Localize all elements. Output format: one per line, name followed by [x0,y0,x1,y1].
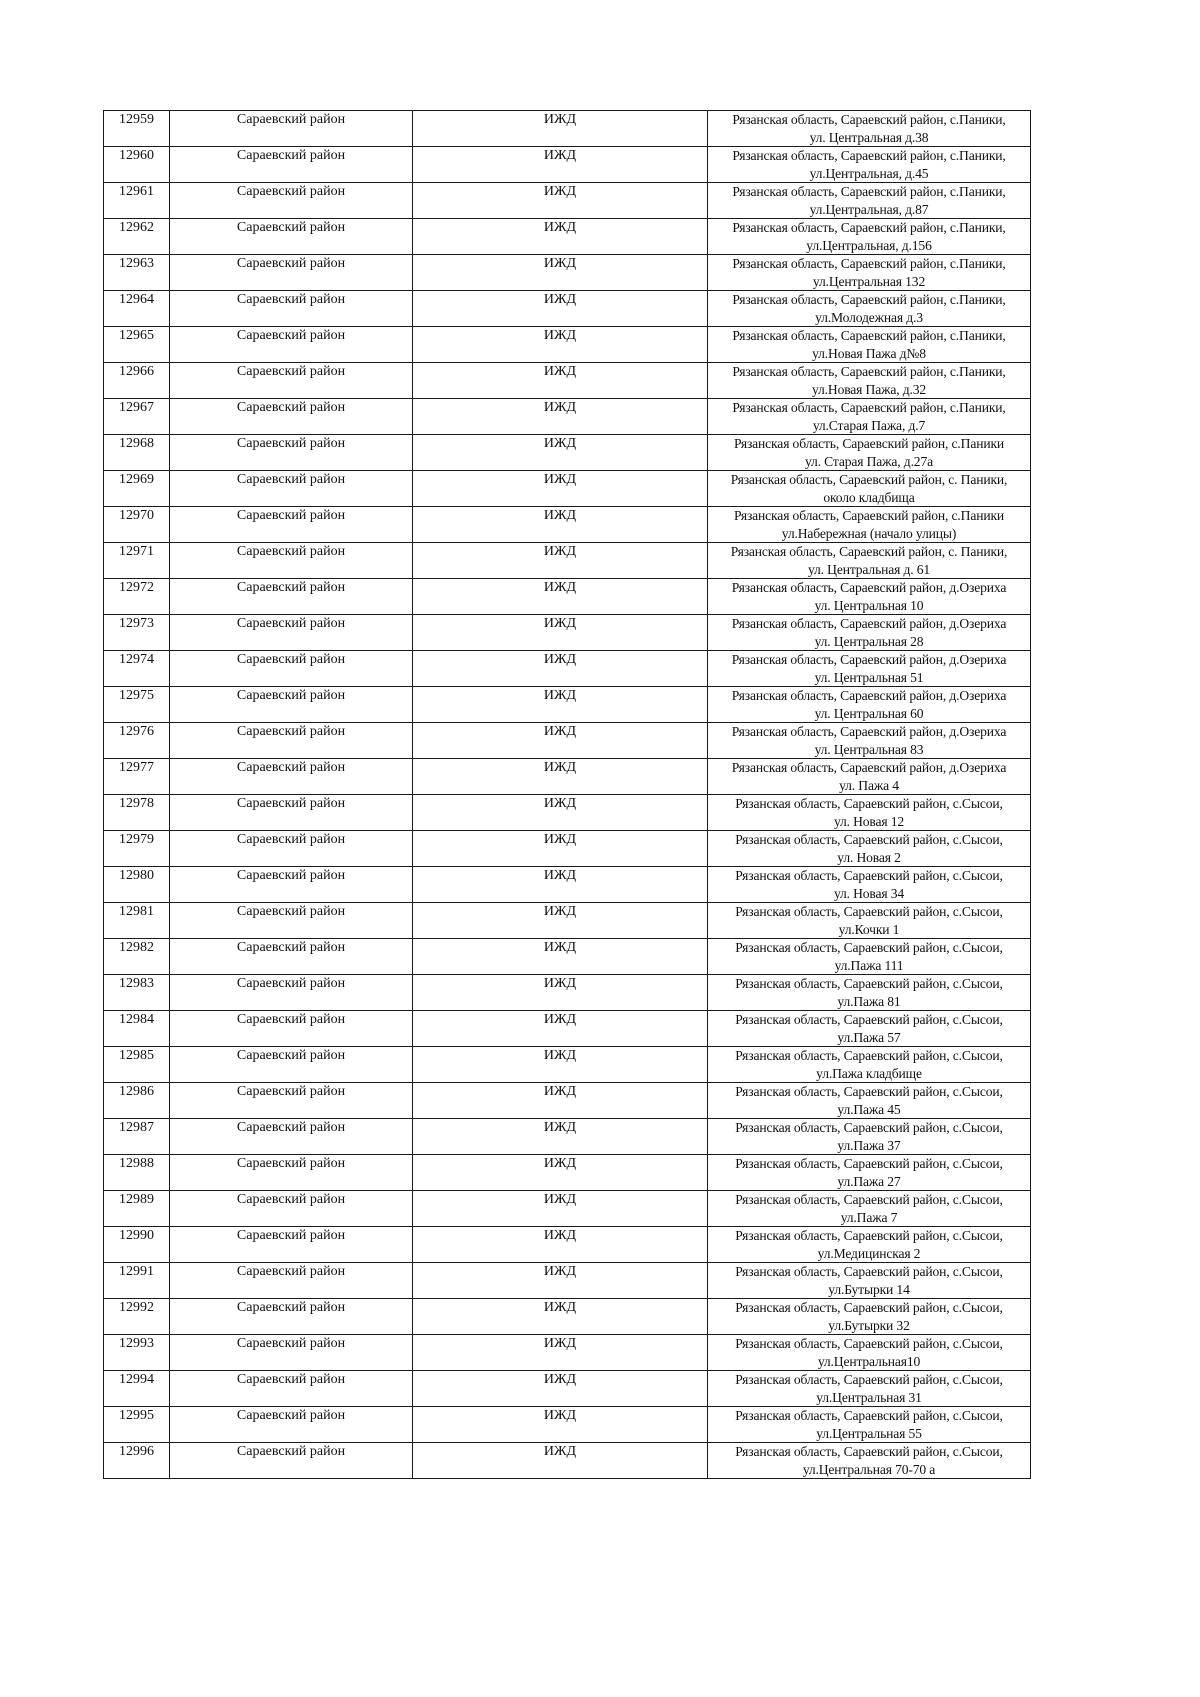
table-row [104,939,1031,975]
address-line-1: Рязанская область, Сараевский район, д.Озериха [731,688,1007,703]
row-number: 12974 [104,651,170,687]
address-cell [708,1083,1031,1119]
address-line-1: Рязанская область, Сараевский район, с.Паники, [732,148,1006,163]
address-line-2: ул.Пажа 111 [834,957,904,973]
row-number: 12963 [104,255,170,291]
table-row [104,1227,1031,1263]
use-type-cell: ИЖД [413,1191,708,1227]
address-line-1: Рязанская область, Сараевский район, с.Сысои, [735,1048,1003,1063]
address-line-1: Рязанская область, Сараевский район, с.Сысои, [735,1156,1003,1171]
use-type-cell: ИЖД [413,183,708,219]
address-cell [708,111,1031,147]
table-row [104,903,1031,939]
district-cell: Сараевский район [170,579,413,615]
district-cell: Сараевский район [170,1047,413,1083]
row-number: 12982 [104,939,170,975]
table-row [104,975,1031,1011]
use-type-cell: ИЖД [413,147,708,183]
address-line-1: Рязанская область, Сараевский район, с.Сысои, [735,1228,1003,1243]
table-row [104,867,1031,903]
address-cell [708,291,1031,327]
land-plot-table [103,110,1031,1479]
address-cell [708,147,1031,183]
use-type-cell: ИЖД [413,1407,708,1443]
row-number: 12986 [104,1083,170,1119]
table-body [104,111,1031,1479]
district-cell: Сараевский район [170,1083,413,1119]
row-number: 12987 [104,1119,170,1155]
table-row [104,507,1031,543]
table-row [104,579,1031,615]
address-line-2: ул.Набережная (начало улицы) [781,525,957,541]
row-number: 12991 [104,1263,170,1299]
table-row [104,723,1031,759]
address-line-1: Рязанская область, Сараевский район, с.Паники, [732,400,1006,415]
address-line-2: около кладбища [823,489,915,505]
row-number: 12981 [104,903,170,939]
use-type-cell: ИЖД [413,831,708,867]
table-row [104,1407,1031,1443]
address-cell [708,579,1031,615]
use-type-cell: ИЖД [413,363,708,399]
row-number: 12972 [104,579,170,615]
row-number: 12976 [104,723,170,759]
table-row [104,219,1031,255]
address-line-1: Рязанская область, Сараевский район, с.Сысои, [735,832,1003,847]
district-cell: Сараевский район [170,939,413,975]
address-cell [708,1299,1031,1335]
address-line-2: ул.Новая Пажа д№8 [812,345,926,361]
address-line-1: Рязанская область, Сараевский район, с. Паники, [730,544,1008,559]
address-cell [708,1443,1031,1479]
address-cell [708,507,1031,543]
use-type-cell: ИЖД [413,579,708,615]
row-number: 12993 [104,1335,170,1371]
address-cell [708,1335,1031,1371]
address-cell [708,1263,1031,1299]
address-line-2: ул. Центральная 60 [814,705,924,721]
address-line-1: Рязанская область, Сараевский район, с.Сысои, [735,904,1003,919]
use-type-cell: ИЖД [413,1083,708,1119]
district-cell: Сараевский район [170,543,413,579]
address-cell [708,939,1031,975]
district-cell: Сараевский район [170,903,413,939]
district-cell: Сараевский район [170,147,413,183]
address-line-2: ул. Центральная д.38 [809,129,929,145]
address-line-1: Рязанская область, Сараевский район, с.Сысои, [735,1372,1003,1387]
use-type-cell: ИЖД [413,435,708,471]
district-cell: Сараевский район [170,327,413,363]
table-row [104,399,1031,435]
address-line-1: Рязанская область, Сараевский район, д.Озериха [731,760,1007,775]
district-cell: Сараевский район [170,615,413,651]
address-line-1: Рязанская область, Сараевский район, с.Паники [733,436,1005,451]
row-number: 12969 [104,471,170,507]
address-cell [708,219,1031,255]
use-type-cell: ИЖД [413,939,708,975]
row-number: 12978 [104,795,170,831]
row-number: 12977 [104,759,170,795]
table-row [104,327,1031,363]
use-type-cell: ИЖД [413,255,708,291]
use-type-cell: ИЖД [413,759,708,795]
address-line-1: Рязанская область, Сараевский район, с.Сысои, [735,1300,1003,1315]
row-number: 12966 [104,363,170,399]
table-row [104,1047,1031,1083]
table-row [104,1299,1031,1335]
district-cell: Сараевский район [170,255,413,291]
address-line-2: ул.Пажа 81 [837,993,901,1009]
address-line-1: Рязанская область, Сараевский район, с.Сысои, [735,1408,1003,1423]
address-line-2: ул.Пажа 45 [837,1101,901,1117]
address-line-1: Рязанская область, Сараевский район, с.Сысои, [735,940,1003,955]
address-line-2: ул.Центральная 70-70 а [802,1461,936,1477]
address-line-2: ул. Центральная 83 [814,741,924,757]
table-row [104,1371,1031,1407]
address-line-1: Рязанская область, Сараевский район, с.Сысои, [735,796,1003,811]
address-line-1: Рязанская область, Сараевский район, с.Сысои, [735,1012,1003,1027]
address-line-1: Рязанская область, Сараевский район, с.Паники, [732,292,1006,307]
table-row [104,651,1031,687]
use-type-cell: ИЖД [413,1155,708,1191]
district-cell: Сараевский район [170,1155,413,1191]
row-number: 12988 [104,1155,170,1191]
address-cell [708,327,1031,363]
use-type-cell: ИЖД [413,687,708,723]
address-cell [708,1371,1031,1407]
table-row [104,1443,1031,1479]
address-cell [708,1047,1031,1083]
district-cell: Сараевский район [170,111,413,147]
district-cell: Сараевский район [170,759,413,795]
address-line-2: ул.Центральная 55 [816,1425,922,1441]
row-number: 12967 [104,399,170,435]
district-cell: Сараевский район [170,1443,413,1479]
table-row [104,543,1031,579]
address-line-1: Рязанская область, Сараевский район, д.Озериха [731,724,1007,739]
district-cell: Сараевский район [170,1011,413,1047]
address-cell [708,687,1031,723]
address-cell [708,183,1031,219]
address-line-1: Рязанская область, Сараевский район, с.Паники, [732,328,1006,343]
use-type-cell: ИЖД [413,975,708,1011]
address-line-2: ул.Кочки 1 [838,921,900,937]
address-line-2: ул. Новая 12 [833,813,905,829]
table-row [104,1263,1031,1299]
use-type-cell: ИЖД [413,291,708,327]
use-type-cell: ИЖД [413,111,708,147]
table-row [104,471,1031,507]
address-line-1: Рязанская область, Сараевский район, с.Сысои, [735,1444,1003,1459]
address-line-1: Рязанская область, Сараевский район, с.Паники, [732,364,1006,379]
address-line-2: ул.Старая Пажа, д.7 [812,417,926,433]
address-cell [708,1011,1031,1047]
district-cell: Сараевский район [170,1335,413,1371]
use-type-cell: ИЖД [413,219,708,255]
address-cell [708,435,1031,471]
use-type-cell: ИЖД [413,903,708,939]
row-number: 12962 [104,219,170,255]
address-line-2: ул.Молодежная д.3 [815,309,923,325]
use-type-cell: ИЖД [413,1299,708,1335]
use-type-cell: ИЖД [413,795,708,831]
address-line-1: Рязанская область, Сараевский район, с.Паники, [732,112,1006,127]
row-number: 12990 [104,1227,170,1263]
row-number: 12994 [104,1371,170,1407]
district-cell: Сараевский район [170,651,413,687]
address-line-1: Рязанская область, Сараевский район, с.Сысои, [735,868,1003,883]
address-line-1: Рязанская область, Сараевский район, с.Сысои, [735,1336,1003,1351]
table-row [104,1119,1031,1155]
address-line-2: ул.Центральная, д.45 [809,165,929,181]
address-line-2: ул. Центральная 28 [814,633,924,649]
address-line-2: ул. Пажа 4 [839,777,899,793]
row-number: 12983 [104,975,170,1011]
district-cell: Сараевский район [170,1119,413,1155]
address-cell [708,1191,1031,1227]
address-cell [708,1155,1031,1191]
address-line-2: ул.Бутырки 32 [828,1317,910,1333]
address-line-1: Рязанская область, Сараевский район, с.Сысои, [735,1120,1003,1135]
address-cell [708,903,1031,939]
address-cell [708,363,1031,399]
use-type-cell: ИЖД [413,1335,708,1371]
use-type-cell: ИЖД [413,1119,708,1155]
district-cell: Сараевский район [170,399,413,435]
address-line-2: ул.Центральная 132 [812,273,926,289]
row-number: 12973 [104,615,170,651]
district-cell: Сараевский район [170,1407,413,1443]
district-cell: Сараевский район [170,1371,413,1407]
address-line-1: Рязанская область, Сараевский район, с.Паники, [732,184,1006,199]
address-line-2: ул.Бутырки 14 [828,1281,910,1297]
table-row [104,1335,1031,1371]
row-number: 12960 [104,147,170,183]
table-row [104,615,1031,651]
address-line-1: Рязанская область, Сараевский район, с.Паники, [732,220,1006,235]
address-line-1: Рязанская область, Сараевский район, д.Озериха [731,580,1007,595]
use-type-cell: ИЖД [413,615,708,651]
table-row [104,759,1031,795]
address-cell [708,831,1031,867]
address-line-1: Рязанская область, Сараевский район, с.Сысои, [735,1084,1003,1099]
address-line-2: ул. Старая Пажа, д.27а [804,453,933,469]
use-type-cell: ИЖД [413,1443,708,1479]
address-cell [708,399,1031,435]
table-row [104,1191,1031,1227]
use-type-cell: ИЖД [413,867,708,903]
district-cell: Сараевский район [170,723,413,759]
district-cell: Сараевский район [170,831,413,867]
use-type-cell: ИЖД [413,1047,708,1083]
use-type-cell: ИЖД [413,1371,708,1407]
use-type-cell: ИЖД [413,507,708,543]
district-cell: Сараевский район [170,435,413,471]
district-cell: Сараевский район [170,1227,413,1263]
address-line-2: ул. Центральная 10 [814,597,924,613]
row-number: 12996 [104,1443,170,1479]
address-cell [708,759,1031,795]
address-line-1: Рязанская область, Сараевский район, с.Сысои, [735,1264,1003,1279]
row-number: 12965 [104,327,170,363]
address-cell [708,723,1031,759]
use-type-cell: ИЖД [413,399,708,435]
table-row [104,1011,1031,1047]
address-cell [708,615,1031,651]
row-number: 12979 [104,831,170,867]
row-number: 12989 [104,1191,170,1227]
district-cell: Сараевский район [170,507,413,543]
address-cell [708,1119,1031,1155]
district-cell: Сараевский район [170,795,413,831]
row-number: 12964 [104,291,170,327]
address-line-2: ул.Медицинская 2 [817,1245,921,1261]
district-cell: Сараевский район [170,219,413,255]
row-number: 12961 [104,183,170,219]
address-line-2: ул. Центральная д. 61 [807,561,931,577]
district-cell: Сараевский район [170,1299,413,1335]
address-line-2: ул.Центральная10 [817,1353,921,1369]
use-type-cell: ИЖД [413,651,708,687]
address-line-1: Рязанская область, Сараевский район, с. Паники, [730,472,1008,487]
address-line-1: Рязанская область, Сараевский район, д.Озериха [731,616,1007,631]
row-number: 12975 [104,687,170,723]
address-line-2: ул.Пажа кладбище [816,1065,922,1081]
address-line-1: Рязанская область, Сараевский район, с.Паники [733,508,1005,523]
table-row [104,831,1031,867]
district-cell: Сараевский район [170,291,413,327]
table-row [104,435,1031,471]
use-type-cell: ИЖД [413,327,708,363]
use-type-cell: ИЖД [413,471,708,507]
row-number: 12980 [104,867,170,903]
row-number: 12995 [104,1407,170,1443]
address-line-1: Рязанская область, Сараевский район, с.Сысои, [735,976,1003,991]
table-row [104,1155,1031,1191]
address-line-1: Рязанская область, Сараевский район, с.Паники, [732,256,1006,271]
use-type-cell: ИЖД [413,1227,708,1263]
address-line-2: ул.Пажа 37 [837,1137,901,1153]
table-row [104,291,1031,327]
row-number: 12970 [104,507,170,543]
address-line-2: ул.Центральная, д.87 [809,201,929,217]
row-number: 12992 [104,1299,170,1335]
district-cell: Сараевский район [170,1191,413,1227]
district-cell: Сараевский район [170,867,413,903]
address-line-2: ул.Пажа 27 [837,1173,901,1189]
address-cell [708,255,1031,291]
use-type-cell: ИЖД [413,543,708,579]
address-line-2: ул. Новая 2 [837,849,901,865]
address-line-2: ул.Пажа 57 [837,1029,901,1045]
district-cell: Сараевский район [170,471,413,507]
row-number: 12968 [104,435,170,471]
row-number: 12985 [104,1047,170,1083]
address-cell [708,867,1031,903]
table-row [104,687,1031,723]
table-row [104,147,1031,183]
use-type-cell: ИЖД [413,1263,708,1299]
address-line-2: ул. Новая 34 [833,885,905,901]
address-line-2: ул. Центральная 51 [814,669,924,685]
row-number: 12959 [104,111,170,147]
address-cell [708,975,1031,1011]
table-row [104,363,1031,399]
address-cell [708,543,1031,579]
address-line-2: ул.Пажа 7 [840,1209,898,1225]
district-cell: Сараевский район [170,183,413,219]
table-row [104,1083,1031,1119]
address-cell [708,795,1031,831]
address-cell [708,1407,1031,1443]
district-cell: Сараевский район [170,1263,413,1299]
table-row [104,183,1031,219]
address-cell [708,651,1031,687]
address-line-2: ул.Новая Пажа, д.32 [811,381,927,397]
use-type-cell: ИЖД [413,723,708,759]
district-cell: Сараевский район [170,687,413,723]
table-row [104,111,1031,147]
row-number: 12984 [104,1011,170,1047]
district-cell: Сараевский район [170,975,413,1011]
address-line-2: ул.Центральная, д.156 [806,237,932,253]
address-cell [708,1227,1031,1263]
address-line-1: Рязанская область, Сараевский район, с.Сысои, [735,1192,1003,1207]
address-cell [708,471,1031,507]
table-row [104,255,1031,291]
table-row [104,795,1031,831]
use-type-cell: ИЖД [413,1011,708,1047]
address-line-2: ул.Центральная 31 [816,1389,922,1405]
district-cell: Сараевский район [170,363,413,399]
address-line-1: Рязанская область, Сараевский район, д.Озериха [731,652,1007,667]
row-number: 12971 [104,543,170,579]
